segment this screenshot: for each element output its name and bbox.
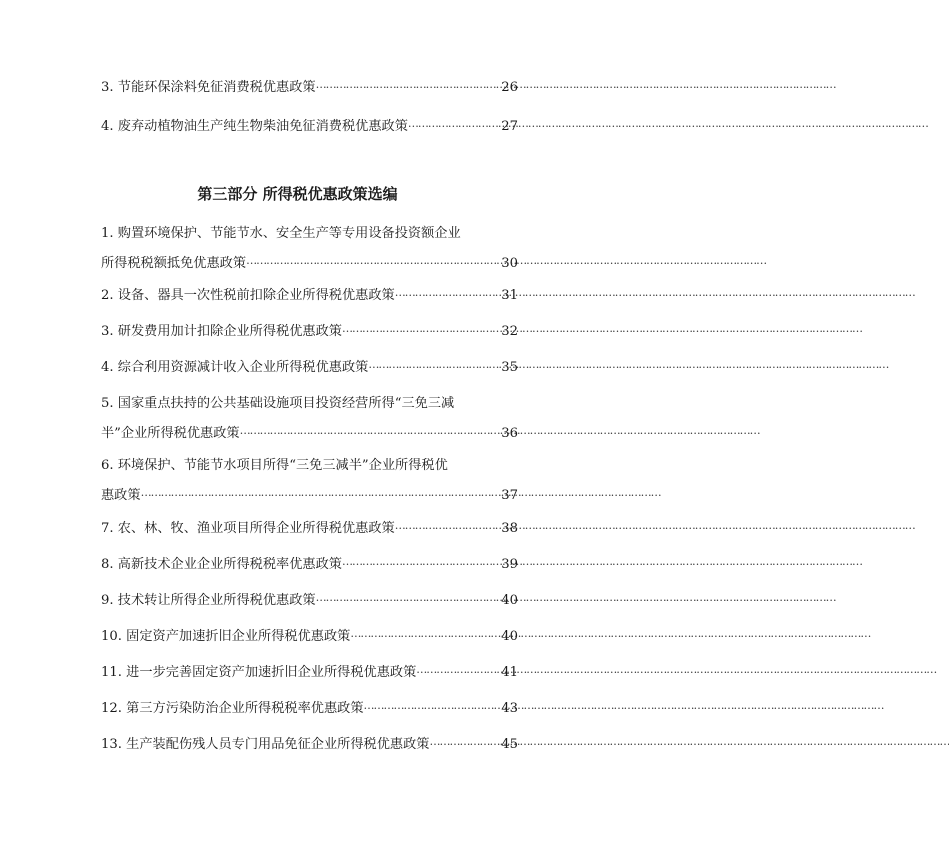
- toc-leader-dots: [342, 547, 499, 577]
- toc-page-number: 43: [501, 701, 518, 716]
- toc-page-number: 45: [501, 737, 518, 752]
- toc-page-number: 31: [501, 288, 518, 303]
- toc-entry-title-line2: 半”企业所得税优惠政策: [101, 426, 240, 441]
- toc-entry-title: 10. 固定资产加速折旧企业所得税优惠政策: [101, 629, 351, 644]
- toc-page-number: 27: [501, 119, 518, 134]
- section-title: 第三部分 所得税优惠政策选编: [197, 185, 398, 203]
- toc-page-number: 41: [501, 665, 518, 680]
- toc-entry-title: 3. 研发费用加计扣除企业所得税优惠政策: [101, 324, 342, 339]
- toc-leader-dots: [350, 619, 499, 649]
- toc-entry-title: 4. 废弃动植物油生产纯生物柴油免征消费税优惠政策: [101, 119, 408, 134]
- toc-leader-dots: [416, 655, 499, 685]
- toc-page-number: 36: [501, 426, 518, 441]
- toc-leader-dots: [395, 278, 500, 308]
- toc-leader-dots: [364, 691, 500, 721]
- toc-entry[interactable]: [101, 112, 518, 142]
- toc-entry-title: 8. 高新技术企业企业所得税税率优惠政策: [101, 557, 342, 572]
- toc-entry[interactable]: [101, 550, 518, 580]
- toc-entry[interactable]: [101, 389, 518, 449]
- toc-page-number: 39: [501, 557, 518, 572]
- toc-page-number: 38: [501, 521, 518, 536]
- toc-entry[interactable]: [101, 281, 518, 311]
- toc-entry[interactable]: [101, 658, 518, 688]
- toc-entry[interactable]: [101, 353, 518, 383]
- toc-leader-dots: [408, 109, 499, 139]
- toc-page-number: 37: [501, 488, 518, 503]
- toc-page-number: 30: [501, 256, 518, 271]
- toc-page-number: 40: [501, 629, 518, 644]
- toc-entry-title: 9. 技术转让所得企业所得税优惠政策: [101, 593, 316, 608]
- toc-entry-title: 11. 进一步完善固定资产加速折旧企业所得税优惠政策: [101, 665, 417, 680]
- toc-entry[interactable]: [101, 73, 518, 103]
- toc-entry-title-line1: 1. 购置环境保护、节能节水、安全生产等专用设备投资额企业: [101, 226, 461, 241]
- toc-page-number: 32: [501, 324, 518, 339]
- toc-entry[interactable]: [101, 317, 518, 347]
- toc-leader-dots: [316, 70, 500, 100]
- toc-entry[interactable]: [101, 219, 518, 279]
- toc-entry-title-line2: 所得税税额抵免优惠政策: [101, 256, 247, 271]
- toc-entry[interactable]: [101, 694, 518, 724]
- toc-leader-dots: [429, 727, 499, 757]
- toc-entry-title: 2. 设备、器具一次性税前扣除企业所得税优惠政策: [101, 288, 395, 303]
- toc-entry-title: 13. 生产装配伤残人员专门用品免征企业所得税优惠政策: [101, 737, 430, 752]
- toc-leader-dots: [141, 478, 500, 508]
- toc-page-number: 35: [501, 360, 518, 375]
- toc-entry[interactable]: [101, 622, 518, 652]
- toc-entry[interactable]: [101, 514, 518, 544]
- toc-entry-title-line1: 6. 环境保护、节能节水项目所得“三免三减半”企业所得税优: [101, 458, 448, 473]
- toc-leader-dots: [246, 246, 499, 276]
- toc-leader-dots: [240, 416, 500, 446]
- toc-entry-title: 4. 综合利用资源减计收入企业所得税优惠政策: [101, 360, 369, 375]
- toc-leader-dots: [342, 314, 499, 344]
- toc-entry-title: 7. 农、林、牧、渔业项目所得企业所得税优惠政策: [101, 521, 395, 536]
- toc-leader-dots: [368, 350, 499, 380]
- toc-entry-title: 3. 节能环保涂料免征消费税优惠政策: [101, 80, 316, 95]
- toc-page-number: 26: [501, 80, 518, 95]
- toc-entry[interactable]: [101, 730, 518, 760]
- toc-leader-dots: [316, 583, 500, 613]
- toc-page-number: 40: [501, 593, 518, 608]
- toc-entry[interactable]: [101, 586, 518, 616]
- toc-entry[interactable]: [101, 451, 518, 511]
- toc-leader-dots: [395, 511, 500, 541]
- toc-entry-title-line2: 惠政策: [101, 488, 141, 503]
- toc-entry-title-line1: 5. 国家重点扶持的公共基础设施项目投资经营所得“三免三减: [101, 396, 455, 411]
- toc-entry-title: 12. 第三方污染防治企业所得税税率优惠政策: [101, 701, 364, 716]
